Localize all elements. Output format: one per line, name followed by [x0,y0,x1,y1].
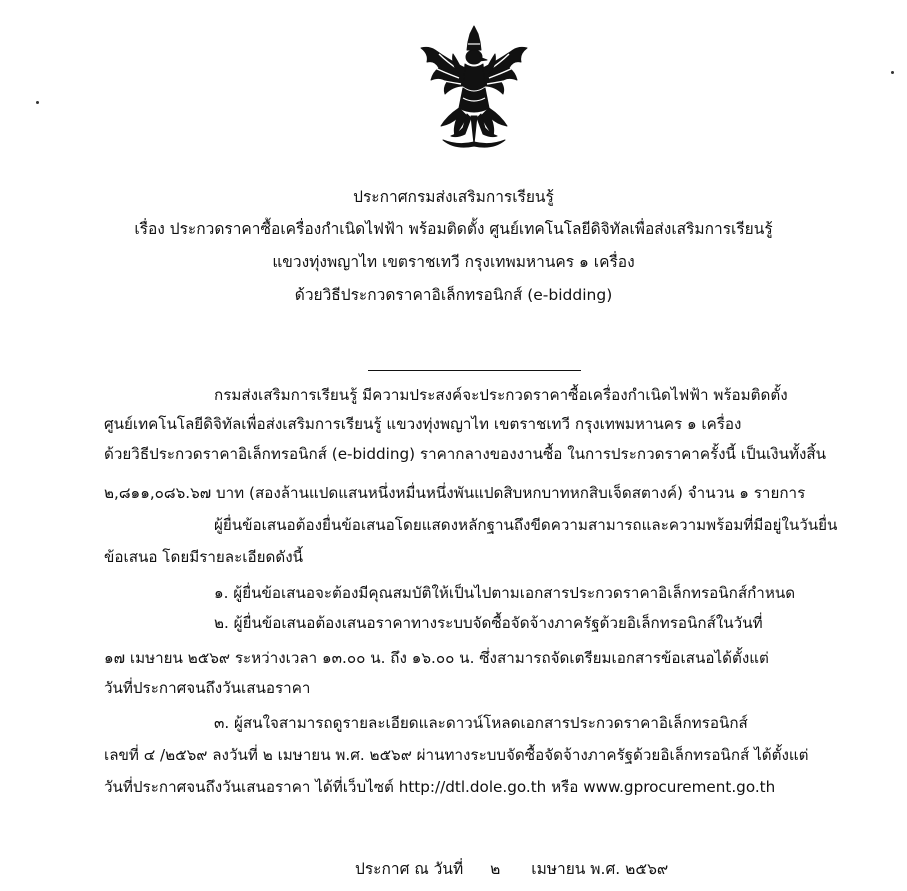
title-divider [368,370,581,371]
item-3-line-2: เลขที่ ๔ /๒๕๖๙ ลงวันที่ ๒ เมษายน พ.ศ. ๒๕๖๙ ผ่านทางระบบจัดซื้อจัดจ้างภาครัฐด้วยอิเล็กทรอนิกส์ ได้ตั้งแต่ [104,746,809,764]
item-2-line-2: ๑๗ เมษายน ๒๕๖๙ ระหว่างเวลา ๑๓.๐๐ น. ถึง ๑๖.๐๐ น. ซึ่งสามารถจัดเตรียมเอกสารข้อเสนอได้ตั้งแต่ [104,649,769,667]
paragraph-1-line-4: ๒,๘๑๑,๐๘๖.๖๗ บาท (สองล้านแปดแสนหนึ่งหมื่นหนึ่งพันแปดสิบหกบาทหกสิบเจ็ดสตางค์) จำนวน ๑ รายการ [104,484,806,502]
garuda-emblem-icon [413,24,535,150]
item-2-line-3: วันที่ประกาศจนถึงวันเสนอราคา [104,679,311,697]
announcement-method: ด้วยวิธีประกวดราคาอิเล็กทรอนิกส์ (e-bidding) [294,286,613,304]
paragraph-1-line-2: ศูนย์เทคโนโลยีดิจิทัลเพื่อส่งเสริมการเรียนรู้ แขวงทุ่งพญาไท เขตราชเทวี กรุงเทพมหานคร ๑ เครื่อง [104,415,742,433]
item-2-line-1: ๒. ผู้ยื่นข้อเสนอต้องเสนอราคาทางระบบจัดซื้อจัดจ้างภาครัฐด้วยอิเล็กทรอนิกส์ในวันที่ [214,614,763,632]
announcement-date-prefix: ประกาศ ณ วันที่ [355,860,464,878]
announcement-date-month-year: เมษายน พ.ศ. ๒๕๖๙ [531,860,669,878]
announcement-date [355,858,668,880]
announcement-date-day: ๒ [490,860,501,878]
paragraph-2-line-1: ผู้ยื่นข้อเสนอต้องยื่นข้อเสนอโดยแสดงหลักฐานถึงขีดความสามารถและความพร้อมที่มีอยู่ในวันยื่น [214,516,838,534]
scan-speck [36,101,39,104]
announcement-subject-line-2: แขวงทุ่งพญาไท เขตราชเทวี กรุงเทพมหานคร ๑ เครื่อง [272,253,635,271]
scan-speck [891,71,894,74]
announcement-title: ประกาศกรมส่งเสริมการเรียนรู้ [353,188,554,206]
item-1: ๑. ผู้ยื่นข้อเสนอจะต้องมีคุณสมบัติให้เป็นไปตามเอกสารประกวดราคาอิเล็กทรอนิกส์กำหนด [214,584,796,602]
announcement-subject: เรื่อง ประกวดราคาซื้อเครื่องกำเนิดไฟฟ้า พร้อมติดตั้ง ศูนย์เทคโนโลยีดิจิทัลเพื่อส่งเสริมการเรียนรู้ [134,220,773,238]
paragraph-1-line-3: ด้วยวิธีประกวดราคาอิเล็กทรอนิกส์ (e-bidding) ราคากลางของงานซื้อ ในการประกวดราคาครั้งนี้ เป็นเงินทั้งสิ้น [104,445,827,463]
paragraph-2-line-2: ข้อเสนอ โดยมีรายละเอียดดังนี้ [104,548,304,566]
item-3-line-3: วันที่ประกาศจนถึงวันเสนอราคา ได้ที่เว็บไซต์ http://dtl.dole.go.th หรือ www.gprocurement.go.th [104,778,776,796]
item-3-line-1: ๓. ผู้สนใจสามารถดูรายละเอียดและดาวน์โหลดเอกสารประกวดราคาอิเล็กทรอนิกส์ [214,714,748,732]
paragraph-1-line-1: กรมส่งเสริมการเรียนรู้ มีความประสงค์จะประกวดราคาซื้อเครื่องกำเนิดไฟฟ้า พร้อมติดตั้ง [214,386,788,404]
